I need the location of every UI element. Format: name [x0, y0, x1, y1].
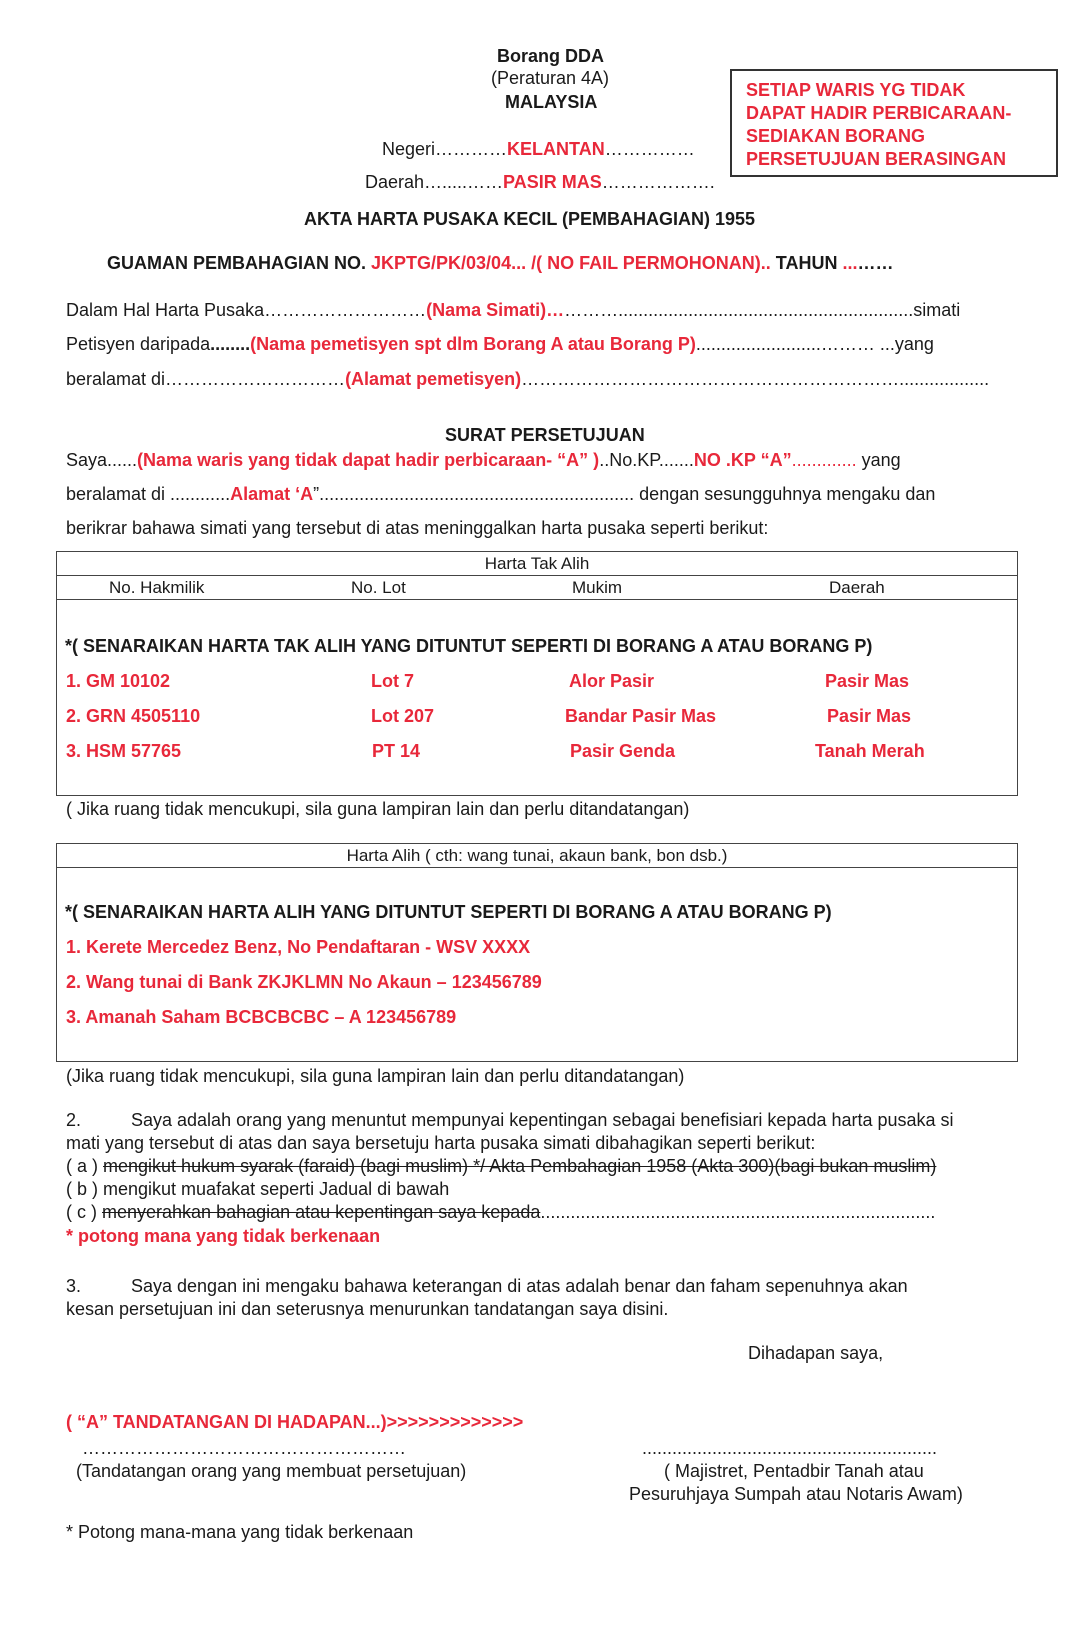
- petitioner-address: (Alamat pemetisyen): [345, 369, 522, 389]
- matter-prefix: beralamat di…………………………: [66, 369, 346, 389]
- movable-note: (Jika ruang tidak mencukupi, sila guna lampiran lain dan perlu ditandatangan): [66, 1066, 685, 1086]
- movable-title-row: [57, 844, 1017, 868]
- notice-line: SEDIAKAN BORANG: [746, 126, 926, 146]
- consent-dots: .............: [791, 450, 857, 470]
- para3-line-2: kesan persetujuan ini dan seterusnya menurunkan tandatangan saya disini.: [66, 1299, 669, 1319]
- matter-line-2: [66, 334, 934, 355]
- year-label: TAHUN: [775, 253, 838, 273]
- consent-suffix: yang: [856, 450, 901, 470]
- matter-suffix: ………...........................................................simati: [564, 300, 961, 320]
- right-signature-caption-1: ( Majistret, Pentadbir Tanah atau: [664, 1461, 924, 1481]
- option-dots: ...............................................................................: [540, 1202, 936, 1222]
- table-cell: 2. GRN 4505110: [66, 706, 201, 726]
- sign-instruction: ( “A” TANDATANGAN DI HADAPAN...)>>>>>>>>>>>>>: [66, 1412, 524, 1432]
- regulation-label: (Peraturan 4A): [491, 68, 610, 88]
- table-cell: Lot 207: [371, 706, 435, 726]
- option-label: ( b ): [66, 1179, 104, 1199]
- matter-line-3: [66, 369, 989, 390]
- notice-line: PERSETUJUAN BERASINGAN: [746, 149, 1007, 169]
- consent-title: SURAT PERSETUJUAN: [445, 425, 645, 445]
- deceased-name: (Nama Simati)…: [426, 300, 565, 320]
- table-cell: Tanah Merah: [815, 741, 925, 761]
- negeri-line: [382, 139, 695, 160]
- table-cell: Pasir Mas: [825, 671, 910, 691]
- negeri-label: Negeri…………: [382, 139, 508, 159]
- table-cell: Bandar Pasir Mas: [565, 706, 717, 726]
- case-value: JKPTG/PK/03/04... /( NO FAIL PERMOHONAN)..: [371, 253, 771, 273]
- para3-line-1: Saya dengan ini mengaku bahawa keterangan di atas adalah benar dan faham sepenuhnya akan: [131, 1276, 908, 1296]
- form-title: Borang DDA: [497, 46, 604, 66]
- column-header: Mukim: [572, 578, 623, 597]
- immovable-property-table: [56, 551, 1018, 796]
- negeri-dots: ……………: [604, 139, 695, 159]
- heir-address: Alamat ‘A: [230, 484, 314, 504]
- table-cell: Alor Pasir: [569, 671, 655, 691]
- immovable-note: ( Jika ruang tidak mencukupi, sila guna lampiran lain dan perlu ditandatangan): [66, 799, 690, 819]
- heir-ic: NO .KP “A”: [693, 450, 792, 470]
- consent-prefix: beralamat di ............: [66, 484, 231, 504]
- daerah-dots: ……………….: [601, 172, 715, 192]
- consent-prefix: Saya......: [66, 450, 138, 470]
- right-signature-caption-2: Pesuruhjaya Sumpah atau Notaris Awam): [629, 1484, 963, 1504]
- matter-suffix: ………………………………………………………..................: [521, 369, 990, 389]
- consent-line-1: [66, 450, 901, 471]
- immovable-instruction: *( SENARAIKAN HARTA TAK ALIH YANG DITUNTUT SEPERTI DI BORANG A ATAU BORANG P): [65, 636, 873, 656]
- act-title: AKTA HARTA PUSAKA KECIL (PEMBAHAGIAN) 1955: [304, 209, 756, 229]
- negeri-value: KELANTAN: [507, 139, 605, 159]
- immovable-columns-row: [57, 576, 1017, 600]
- movable-title: Harta Alih ( cth: wang tunai, akaun bank, bon dsb.): [346, 846, 728, 865]
- daerah-label: Daerah….....……: [365, 172, 504, 192]
- consent-line-3: berikrar bahawa simati yang tersebut di atas meninggalkan harta pusaka seperti berikut:: [66, 518, 769, 538]
- option-label: ( c ): [66, 1202, 102, 1222]
- column-header: Daerah: [829, 578, 885, 597]
- option-b: [66, 1179, 449, 1200]
- daerah-line: [365, 172, 715, 193]
- notice-line: SETIAP WARIS YG TIDAK: [746, 80, 966, 100]
- option-a: [66, 1156, 936, 1177]
- case-label: GUAMAN PEMBAHAGIAN NO.: [107, 253, 366, 273]
- footnote: * Potong mana-mana yang tidak berkenaan: [66, 1522, 414, 1542]
- consent-suffix: ”............................................................... dengan sesungguhnya mengaku dan: [313, 484, 936, 504]
- matter-prefix: Dalam Hal Harta Pusaka………………………: [66, 300, 427, 320]
- country-label: MALAYSIA: [505, 92, 598, 112]
- immovable-title: Harta Tak Alih: [484, 554, 590, 573]
- year-dots: ...: [842, 253, 858, 273]
- option-text: menyerahkan bahagian atau kepentingan saya kepada: [102, 1202, 541, 1222]
- table-cell: PT 14: [372, 741, 421, 761]
- option-text: mengikut hukum syarak (faraid) (bagi muslim) */ Akta Pembahagian 1958 (Akta 300)(bagi bukan muslim): [103, 1156, 937, 1176]
- list-item: 2. Wang tunai di Bank ZKJKLMN No Akaun – 123456789: [66, 972, 542, 992]
- para2-num: 2.: [66, 1110, 82, 1130]
- list-item: 1. Kerete Mercedez Benz, No Pendaftaran - WSV XXXX: [66, 937, 531, 957]
- left-signature-caption: (Tandatangan orang yang membuat persetujuan): [76, 1461, 467, 1481]
- consent-line-2: [66, 484, 935, 505]
- table-cell: Pasir Mas: [827, 706, 912, 726]
- para2-line-2: mati yang tersebut di atas dan saya bersetuju harta pusaka simati dibahagikan seperti berikut:: [66, 1133, 816, 1153]
- witness-label: Dihadapan saya,: [748, 1343, 884, 1363]
- column-header: No. Hakmilik: [109, 578, 205, 597]
- table-cell: 1. GM 10102: [66, 671, 171, 691]
- option-c: [66, 1202, 935, 1223]
- matter-dots: ........: [210, 334, 251, 354]
- notice-box: [730, 69, 1058, 177]
- matter-prefix: Petisyen daripada: [66, 334, 211, 354]
- case-number-line: [107, 253, 893, 274]
- para3-num: 3.: [66, 1276, 82, 1296]
- year-dots-2: ……: [857, 253, 894, 273]
- left-signature-line: ………………………………………………: [82, 1438, 406, 1458]
- matter-line-1: [66, 300, 960, 321]
- movable-instruction: *( SENARAIKAN HARTA ALIH YANG DITUNTUT SEPERTI DI BORANG A ATAU BORANG P): [65, 902, 832, 922]
- para2-line-1: Saya adalah orang yang menuntut mempunyai kepentingan sebagai benefisiari kepada harta pusaka si: [131, 1110, 954, 1130]
- right-signature-line: ...........................................................: [642, 1438, 938, 1458]
- daerah-value: PASIR MAS: [503, 172, 602, 192]
- table-cell: 3. HSM 57765: [66, 741, 182, 761]
- consent-mid: ..No.KP.......: [599, 450, 694, 470]
- table-cell: Lot 7: [371, 671, 414, 691]
- option-text: mengikut muafakat seperti Jadual di bawah: [103, 1179, 450, 1199]
- petitioner-name: (Nama pemetisyen spt dlm Borang A atau Borang P): [250, 334, 696, 354]
- list-item: 3. Amanah Saham BCBCBCBC – A 123456789: [66, 1007, 457, 1027]
- table-cell: Pasir Genda: [570, 741, 676, 761]
- immovable-title-row: [57, 552, 1017, 576]
- column-header: No. Lot: [351, 578, 406, 597]
- movable-property-table: [56, 843, 1018, 1062]
- option-label: ( a ): [66, 1156, 104, 1176]
- notice-line: DAPAT HADIR PERBICARAAN-: [746, 103, 1012, 123]
- heir-name: (Nama waris yang tidak dapat hadir perbicaraan- “A” ): [137, 450, 600, 470]
- matter-suffix: .........................……… ...yang: [695, 334, 934, 354]
- para2-note: * potong mana yang tidak berkenaan: [66, 1226, 381, 1246]
